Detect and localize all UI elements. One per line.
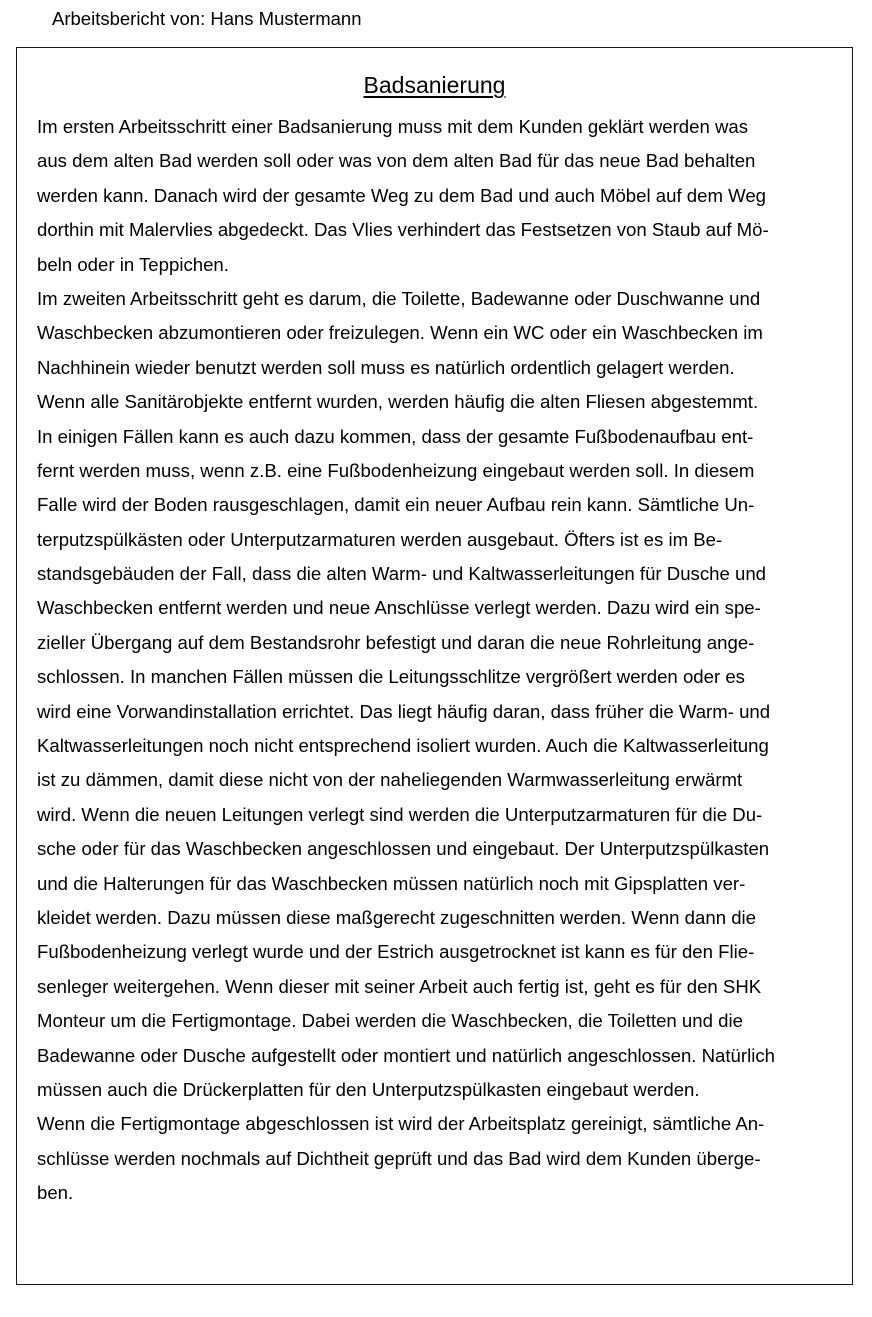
- report-body-line: Wenn die Fertigmontage abgeschlossen ist wird der Arbeitsplatz gereinigt, sämtliche An-: [37, 1113, 765, 1135]
- report-body-line: In einigen Fällen kann es auch dazu kommen, dass der gesamte Fußbodenaufbau ent-: [37, 425, 754, 447]
- report-body-line: ben.: [37, 1182, 74, 1204]
- report-body-line: müssen auch die Drückerplatten für den Unterputzspülkasten eingebaut werden.: [37, 1078, 700, 1100]
- report-title: [17, 70, 852, 100]
- report-body-line: Kaltwasserleitungen noch nicht entsprechend isoliert wurden. Auch die Kaltwasserleitung: [37, 735, 769, 757]
- report-body-line: sche oder für das Waschbecken angeschlossen und eingebaut. Der Unterputzspülkasten: [37, 838, 770, 860]
- report-body-line: kleidet werden. Dazu müssen diese maßgerecht zugeschnitten werden. Wenn dann die: [37, 906, 757, 928]
- report-body-line: schlossen. In manchen Fällen müssen die Leitungsschlitze vergrößert werden oder es: [37, 666, 745, 688]
- report-body-line: Im zweiten Arbeitsschritt geht es darum, die Toilette, Badewanne oder Duschwanne und: [37, 287, 761, 309]
- report-body-line: Nachhinein wieder benutzt werden soll muss es natürlich ordentlich gelagert werden.: [37, 356, 735, 378]
- report-body-line: senleger weitergehen. Wenn dieser mit seiner Arbeit auch fertig ist, geht es für den SHK: [37, 975, 762, 997]
- report-body-line: standsgebäuden der Fall, dass die alten Warm- und Kaltwasserleitungen für Dusche und: [37, 563, 767, 585]
- report-body-line: Im ersten Arbeitsschritt einer Badsanierung muss mit dem Kunden geklärt werden was: [37, 116, 749, 137]
- report-body-line: Waschbecken entfernt werden und neue Anschlüsse verlegt werden. Dazu wird ein spe-: [37, 597, 761, 619]
- report-body: [37, 110, 857, 1211]
- report-body-line: Badewanne oder Dusche aufgestellt oder montiert und natürlich angeschlossen. Natürlich: [37, 1044, 775, 1066]
- report-body-line: ist zu dämmen, damit diese nicht von der naheliegenden Warmwasserleitung erwärmt: [37, 769, 743, 791]
- report-frame: [16, 47, 853, 1285]
- report-author-line: Arbeitsbericht von: Hans Mustermann: [52, 8, 362, 29]
- report-body-line: terputzspülkästen oder Unterputzarmaturen werden ausgebaut. Öfters ist es im Be-: [37, 528, 723, 550]
- report-body-line: Monteur um die Fertigmontage. Dabei werden die Waschbecken, die Toiletten und die: [37, 1010, 743, 1032]
- report-body-line: dorthin mit Malervlies abgedeckt. Das Vlies verhindert das Festsetzen von Staub auf Mö-: [37, 219, 769, 241]
- report-body-line: Waschbecken abzumontieren oder freizulegen. Wenn ein WC oder ein Waschbecken im: [37, 322, 763, 344]
- report-body-line: zieller Übergang auf dem Bestandsrohr befestigt und daran die neue Rohrleitung ange-: [37, 631, 755, 653]
- report-body-line: wird eine Vorwandinstallation errichtet. Das liegt häufig daran, dass früher die Warm- und: [37, 700, 771, 722]
- report-body-line: schlüsse werden nochmals auf Dichtheit geprüft und das Bad wird dem Kunden überge-: [37, 1147, 761, 1169]
- report-body-line: beln oder in Teppichen.: [37, 253, 229, 275]
- report-title-text: Badsanierung: [363, 72, 506, 98]
- report-body-line: werden kann. Danach wird der gesamte Weg zu dem Bad und auch Möbel auf dem Weg: [37, 184, 767, 206]
- report-body-line: aus dem alten Bad werden soll oder was von dem alten Bad für das neue Bad behalten: [37, 150, 756, 172]
- report-body-line: und die Halterungen für das Waschbecken müssen natürlich noch mit Gipsplatten ver-: [37, 872, 746, 894]
- report-body-line: Wenn alle Sanitärobjekte entfernt wurden, werden häufig die alten Fliesen abgestemmt.: [37, 391, 759, 413]
- report-body-line: Falle wird der Boden rausgeschlagen, damit ein neuer Aufbau rein kann. Sämtliche Un-: [37, 494, 755, 516]
- report-body-line: wird. Wenn die neuen Leitungen verlegt sind werden die Unterputzarmaturen für die Du-: [37, 803, 763, 825]
- report-body-line: Fußbodenheizung verlegt wurde und der Estrich ausgetrocknet ist kann es für den Flie-: [37, 941, 755, 963]
- report-body-line: fernt werden muss, wenn z.B. eine Fußbodenheizung eingebaut werden soll. In diesem: [37, 459, 755, 481]
